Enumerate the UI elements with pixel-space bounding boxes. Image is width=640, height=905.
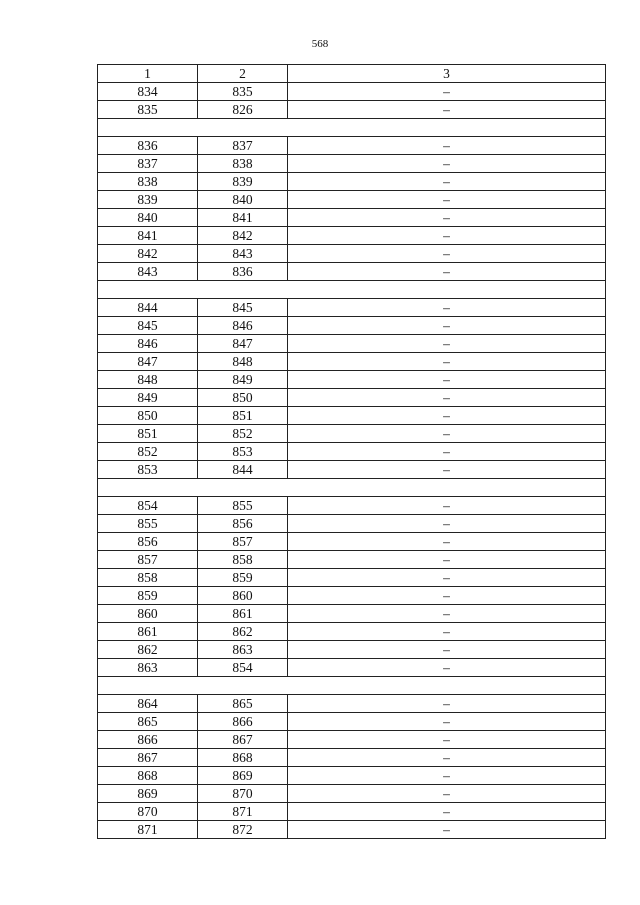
table-cell-col-2: 857 [198, 533, 288, 551]
table-cell-col-1: 865 [98, 713, 198, 731]
table-cell-col-3: – [288, 767, 606, 785]
table-cell-col-2: 845 [198, 299, 288, 317]
group-separator-row [98, 479, 606, 497]
table-cell-col-2: 844 [198, 461, 288, 479]
table-cell-col-2: 837 [198, 137, 288, 155]
table-cell-col-1: 836 [98, 137, 198, 155]
header-row [98, 65, 606, 83]
table-cell-col-2: 862 [198, 623, 288, 641]
table-cell-col-1: 866 [98, 731, 198, 749]
table-cell-col-1: 838 [98, 173, 198, 191]
table-cell-col-2: 849 [198, 371, 288, 389]
table-cell-col-3: – [288, 389, 606, 407]
table-cell-col-2: 841 [198, 209, 288, 227]
table-cell-col-3: – [288, 245, 606, 263]
table-cell-col-1: 852 [98, 443, 198, 461]
table-cell-col-1: 854 [98, 497, 198, 515]
table-row [98, 749, 606, 767]
table-row [98, 353, 606, 371]
table-cell-col-3: – [288, 749, 606, 767]
table-cell-col-1: 844 [98, 299, 198, 317]
table-row [98, 515, 606, 533]
table-row [98, 407, 606, 425]
table-cell-col-2: 826 [198, 101, 288, 119]
table-row [98, 443, 606, 461]
table-row [98, 371, 606, 389]
table-cell-col-3: – [288, 497, 606, 515]
table-cell-col-2: 840 [198, 191, 288, 209]
table-cell-col-1: 858 [98, 569, 198, 587]
table-cell-col-2: 846 [198, 317, 288, 335]
table-row [98, 191, 606, 209]
table-cell-col-1: 848 [98, 371, 198, 389]
table-row [98, 461, 606, 479]
separator-cell [98, 281, 606, 299]
table-cell-col-2: 870 [198, 785, 288, 803]
table-row [98, 173, 606, 191]
table-cell-col-2: 839 [198, 173, 288, 191]
table-cell-col-3: – [288, 443, 606, 461]
table-row [98, 209, 606, 227]
table-cell-col-2: 838 [198, 155, 288, 173]
table-cell-col-2: 836 [198, 263, 288, 281]
table-cell-col-3: – [288, 587, 606, 605]
table-cell-col-3: – [288, 659, 606, 677]
table-cell-col-3: – [288, 569, 606, 587]
table-cell-col-2: 866 [198, 713, 288, 731]
table-row [98, 659, 606, 677]
table-cell-col-3: – [288, 155, 606, 173]
table-row [98, 263, 606, 281]
table-row [98, 785, 606, 803]
table-cell-col-2: 865 [198, 695, 288, 713]
table-row [98, 821, 606, 839]
separator-cell [98, 677, 606, 695]
table-row [98, 641, 606, 659]
table-cell-col-1: 853 [98, 461, 198, 479]
table-cell-col-2: 863 [198, 641, 288, 659]
group-separator-row [98, 119, 606, 137]
table-cell-col-2: 872 [198, 821, 288, 839]
table-cell-col-3: – [288, 731, 606, 749]
table-cell-col-2: 860 [198, 587, 288, 605]
table-cell-col-3: – [288, 515, 606, 533]
table-row [98, 83, 606, 101]
table-row [98, 695, 606, 713]
table-cell-col-1: 849 [98, 389, 198, 407]
table-row [98, 569, 606, 587]
table-cell-col-1: 842 [98, 245, 198, 263]
table-cell-col-2: 853 [198, 443, 288, 461]
table-cell-col-1: 861 [98, 623, 198, 641]
table-row [98, 245, 606, 263]
table-cell-col-3: – [288, 137, 606, 155]
table-cell-col-1: 841 [98, 227, 198, 245]
table-cell-col-1: 859 [98, 587, 198, 605]
table-cell-col-1: 867 [98, 749, 198, 767]
table-cell-col-3: – [288, 821, 606, 839]
table-cell-col-3: – [288, 191, 606, 209]
table-cell-col-3: – [288, 407, 606, 425]
table-row [98, 551, 606, 569]
table-cell-col-1: 869 [98, 785, 198, 803]
table-cell-col-3: – [288, 353, 606, 371]
table-row [98, 587, 606, 605]
table-cell-col-1: 845 [98, 317, 198, 335]
table-body [98, 65, 606, 839]
table-cell-col-1: 846 [98, 335, 198, 353]
table-cell-col-1: 851 [98, 425, 198, 443]
table-cell-col-1: 847 [98, 353, 198, 371]
table-row [98, 605, 606, 623]
table-cell-col-1: 837 [98, 155, 198, 173]
table-cell-col-3: – [288, 335, 606, 353]
table-cell-col-3: – [288, 209, 606, 227]
table-cell-col-2: 852 [198, 425, 288, 443]
separator-cell [98, 479, 606, 497]
table-cell-col-1: 871 [98, 821, 198, 839]
table-row [98, 317, 606, 335]
header-cell-1: 1 [98, 65, 198, 83]
data-table [97, 64, 606, 839]
table-cell-col-3: – [288, 101, 606, 119]
table-row [98, 137, 606, 155]
table-cell-col-3: – [288, 605, 606, 623]
table-cell-col-3: – [288, 299, 606, 317]
table-cell-col-3: – [288, 317, 606, 335]
table-cell-col-3: – [288, 641, 606, 659]
table-cell-col-2: 858 [198, 551, 288, 569]
table-cell-col-2: 869 [198, 767, 288, 785]
table-cell-col-2: 848 [198, 353, 288, 371]
table-cell-col-3: – [288, 263, 606, 281]
table-row [98, 731, 606, 749]
table-cell-col-3: – [288, 227, 606, 245]
table-row [98, 101, 606, 119]
table-row [98, 155, 606, 173]
table-row [98, 623, 606, 641]
table-cell-col-1: 839 [98, 191, 198, 209]
page-number: 568 [311, 38, 329, 50]
table-cell-col-1: 850 [98, 407, 198, 425]
table-cell-col-1: 855 [98, 515, 198, 533]
table-row [98, 497, 606, 515]
table-cell-col-2: 859 [198, 569, 288, 587]
table-row [98, 713, 606, 731]
table-cell-col-3: – [288, 83, 606, 101]
header-cell-2: 2 [198, 65, 288, 83]
table-cell-col-2: 835 [198, 83, 288, 101]
table-cell-col-1: 870 [98, 803, 198, 821]
table-cell-col-1: 860 [98, 605, 198, 623]
table-cell-col-1: 856 [98, 533, 198, 551]
table-row [98, 767, 606, 785]
table-row [98, 389, 606, 407]
table-cell-col-3: – [288, 533, 606, 551]
table-row [98, 425, 606, 443]
table-cell-col-1: 862 [98, 641, 198, 659]
table-cell-col-3: – [288, 713, 606, 731]
table-cell-col-1: 864 [98, 695, 198, 713]
table-row [98, 803, 606, 821]
table-cell-col-3: – [288, 461, 606, 479]
table-cell-col-2: 867 [198, 731, 288, 749]
table-row [98, 533, 606, 551]
table-cell-col-3: – [288, 803, 606, 821]
table-cell-col-2: 856 [198, 515, 288, 533]
table-cell-col-2: 851 [198, 407, 288, 425]
separator-cell [98, 119, 606, 137]
table-cell-col-1: 840 [98, 209, 198, 227]
group-separator-row [98, 677, 606, 695]
header-cell-3: 3 [288, 65, 606, 83]
group-separator-row [98, 281, 606, 299]
table-cell-col-2: 842 [198, 227, 288, 245]
table-cell-col-2: 861 [198, 605, 288, 623]
table-cell-col-3: – [288, 173, 606, 191]
table-cell-col-1: 834 [98, 83, 198, 101]
table-cell-col-2: 855 [198, 497, 288, 515]
table-cell-col-3: – [288, 425, 606, 443]
table-cell-col-1: 863 [98, 659, 198, 677]
table-cell-col-3: – [288, 371, 606, 389]
table-cell-col-1: 857 [98, 551, 198, 569]
table-cell-col-2: 850 [198, 389, 288, 407]
table-cell-col-3: – [288, 695, 606, 713]
table-row [98, 335, 606, 353]
table-cell-col-1: 868 [98, 767, 198, 785]
table-row [98, 299, 606, 317]
table-cell-col-2: 843 [198, 245, 288, 263]
table-row [98, 227, 606, 245]
table-cell-col-2: 871 [198, 803, 288, 821]
table-cell-col-2: 847 [198, 335, 288, 353]
table-cell-col-3: – [288, 623, 606, 641]
table-cell-col-1: 843 [98, 263, 198, 281]
table-cell-col-2: 854 [198, 659, 288, 677]
table-cell-col-3: – [288, 785, 606, 803]
table-cell-col-3: – [288, 551, 606, 569]
table-cell-col-2: 868 [198, 749, 288, 767]
table-cell-col-1: 835 [98, 101, 198, 119]
